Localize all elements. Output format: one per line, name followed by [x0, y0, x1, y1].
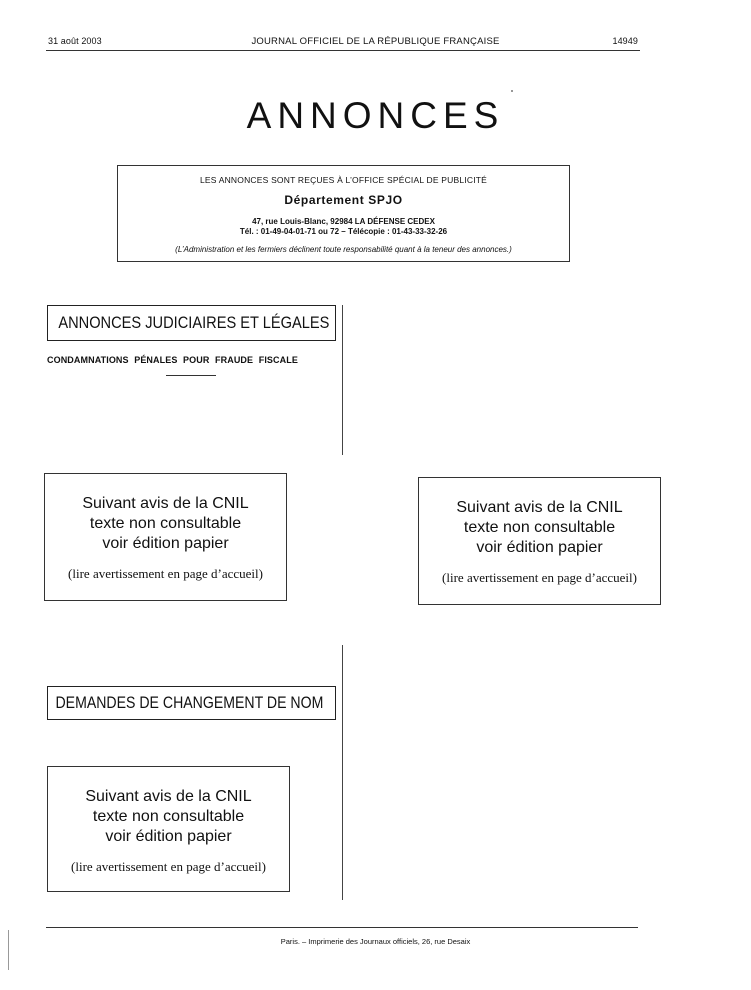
- header-rule: [46, 50, 640, 51]
- cnil-line: texte non consultable: [89, 515, 242, 532]
- cnil-line: voir édition papier: [102, 535, 229, 552]
- heading-rule: [166, 375, 216, 376]
- page-number: 14949: [612, 36, 638, 46]
- cnil-notice-text: [45, 494, 286, 554]
- section-annonces-judiciaires: [47, 305, 336, 341]
- info-reception-line: LES ANNONCES SONT REÇUES À L’OFFICE SPÉCIAL DE PUBLICITÉ: [199, 175, 488, 185]
- info-address: 47, rue Louis-Blanc, 92984 LA DÉFENSE CEDEX: [252, 217, 435, 226]
- info-disclaimer: (L’Administration et les fermiers déclinent toute responsabilité quant à la teneur des annonces.): [175, 245, 512, 254]
- cnil-line: Suivant avis de la CNIL: [82, 495, 249, 512]
- cnil-line: texte non consultable: [463, 519, 616, 536]
- column-divider: [342, 645, 343, 900]
- info-department: Département SPJO: [284, 193, 403, 207]
- cnil-notice-text: [48, 787, 289, 847]
- cnil-line: voir édition papier: [476, 539, 603, 556]
- footer-rule: [46, 927, 638, 928]
- cnil-line: Suivant avis de la CNIL: [85, 788, 252, 805]
- cnil-note: (lire avertissement en page d’accueil): [68, 566, 263, 581]
- section-title: ANNONCES JUDICIAIRES ET LÉGALES: [58, 313, 330, 332]
- cnil-line: texte non consultable: [92, 808, 245, 825]
- cnil-line: voir édition papier: [105, 828, 232, 845]
- page-title: ANNONCES: [246, 95, 505, 136]
- printer-footer: Paris. – Imprimerie des Journaux officiels, 26, rue Desaix: [280, 937, 471, 946]
- section-changement-de-nom: [47, 686, 336, 720]
- info-phone: Tél. : 01-49-04-01-71 ou 72 – Télécopie : 01-43-33-32-26: [239, 227, 448, 236]
- column-divider: [342, 305, 343, 455]
- journal-title: JOURNAL OFFICIEL DE LA RÉPUBLIQUE FRANÇAISE: [251, 36, 500, 47]
- cnil-notice: [418, 477, 661, 605]
- section-title: DEMANDES DE CHANGEMENT DE NOM: [55, 693, 324, 712]
- cnil-notice: [47, 766, 290, 892]
- cnil-notice-text: [419, 498, 660, 558]
- publicity-info-box: [117, 165, 570, 262]
- scan-speck: [511, 90, 513, 92]
- cnil-line: Suivant avis de la CNIL: [456, 499, 623, 516]
- cnil-notice: [44, 473, 287, 601]
- header-date: 31 août 2003: [48, 36, 102, 46]
- scan-edge-mark: [8, 930, 9, 970]
- subsection-heading: CONDAMNATIONS PÉNALES POUR FRAUDE FISCALE: [47, 355, 298, 365]
- cnil-note: (lire avertissement en page d’accueil): [71, 859, 266, 874]
- cnil-note: (lire avertissement en page d’accueil): [442, 570, 637, 585]
